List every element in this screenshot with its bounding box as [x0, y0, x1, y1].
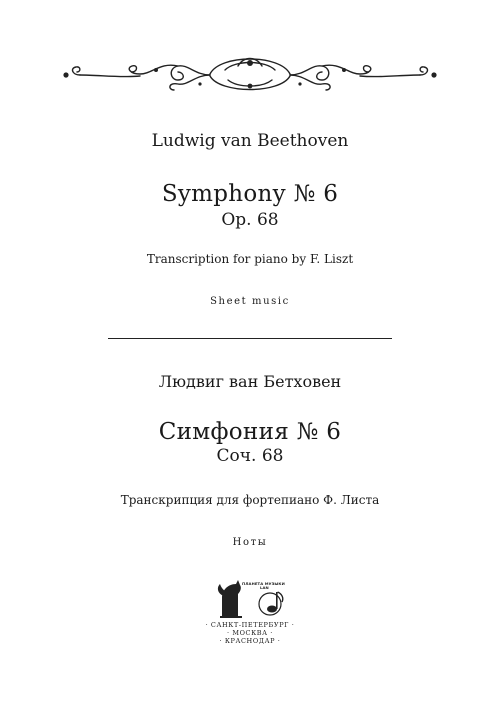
logo-caption-lan: LAN	[260, 585, 269, 590]
section-divider	[108, 338, 392, 339]
work-title-russian: Симфония № 6	[158, 419, 342, 445]
opus-number-english: Op. 68	[221, 210, 279, 230]
category-label-russian: Ноты	[232, 537, 268, 548]
publisher-city: · КРАСНОДАР ·	[219, 637, 281, 645]
publisher-logo	[208, 576, 292, 620]
transcription-note-russian: Транскрипция для фортепиано Ф. Листа	[120, 493, 380, 507]
publisher-city: · МОСКВА ·	[227, 629, 273, 637]
scroll-ornament-icon	[60, 48, 440, 100]
composer-name-russian: Людвиг ван Бетховен	[158, 372, 342, 391]
category-label-english: Sheet music	[210, 296, 290, 307]
opus-number-russian: Соч. 68	[216, 446, 284, 466]
composer-name-english: Ludwig van Beethoven	[151, 131, 349, 151]
logo-caption-planet: ПЛАНЕТА МУЗЫКИ	[242, 581, 285, 586]
work-title-english: Symphony № 6	[161, 181, 339, 207]
publisher-city: · САНКТ-ПЕТЕРБУРГ ·	[205, 621, 295, 629]
transcription-note-english: Transcription for piano by F. Liszt	[146, 252, 354, 266]
